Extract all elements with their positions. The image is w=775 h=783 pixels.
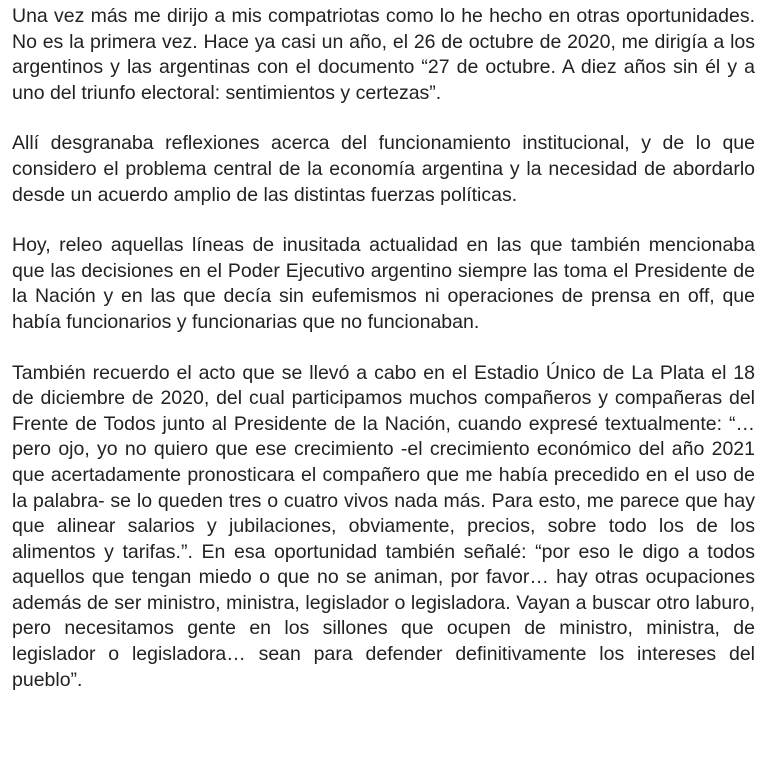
paragraph-3: Hoy, releo aquellas líneas de inusitada actualidad en las que también mencionaba que las decisiones en el Poder Ejecutivo argentino siempre las toma el Presidente de la Nación y en las que decía sin eufemismos ni operaciones de prensa en off, que había funcionarios y funcionarias que no funcionaban. <box>12 234 755 333</box>
paragraph-4: También recuerdo el acto que se llevó a cabo en el Estadio Único de La Plata el 18 de diciembre de 2020, del cual participamos muchos compañeros y compañeras del Frente de Todos junto al Presidente de la Nación, cuando expresé textualmente: “… pero ojo, yo no quiero que ese crecimiento -el crecimiento económico del año 2021 que acertadamente pronosticara el compañero que me había precedido en el uso de la palabra- se lo queden tres o cuatro vivos nada más. Para esto, me parece que hay que alinear salarios y jubilaciones, obviamente, precios, sobre todo los de los alimentos y tarifas.”. En esa oportunidad también señalé: “por eso le digo a todos aquellos que tengan miedo o que no se animan, por favor… hay otras ocupaciones además de ser ministro, ministra, legislador o legisladora. Vayan a buscar otro laburo, pero necesitamos gente en los sillones que ocupen de ministro, ministra, de legislador o legisladora… sean para defender definitivamente los intereses del pueblo”. <box>12 361 755 691</box>
paragraph-2: Allí desgranaba reflexiones acerca del funcionamiento institucional, y de lo que considero el problema central de la economía argentina y la necesidad de abordarlo desde un acuerdo amplio de las distintas fuerzas políticas. <box>12 132 755 206</box>
paragraph-1: Una vez más me dirijo a mis compatriotas como lo he hecho en otras oportunidades. No es la primera vez. Hace ya casi un año, el 26 de octubre de 2020, me dirigía a los argentinos y las argentinas con el documento “27 de octubre. A diez años sin él y a uno del triunfo electoral: sentimientos y certezas”. <box>12 5 755 104</box>
